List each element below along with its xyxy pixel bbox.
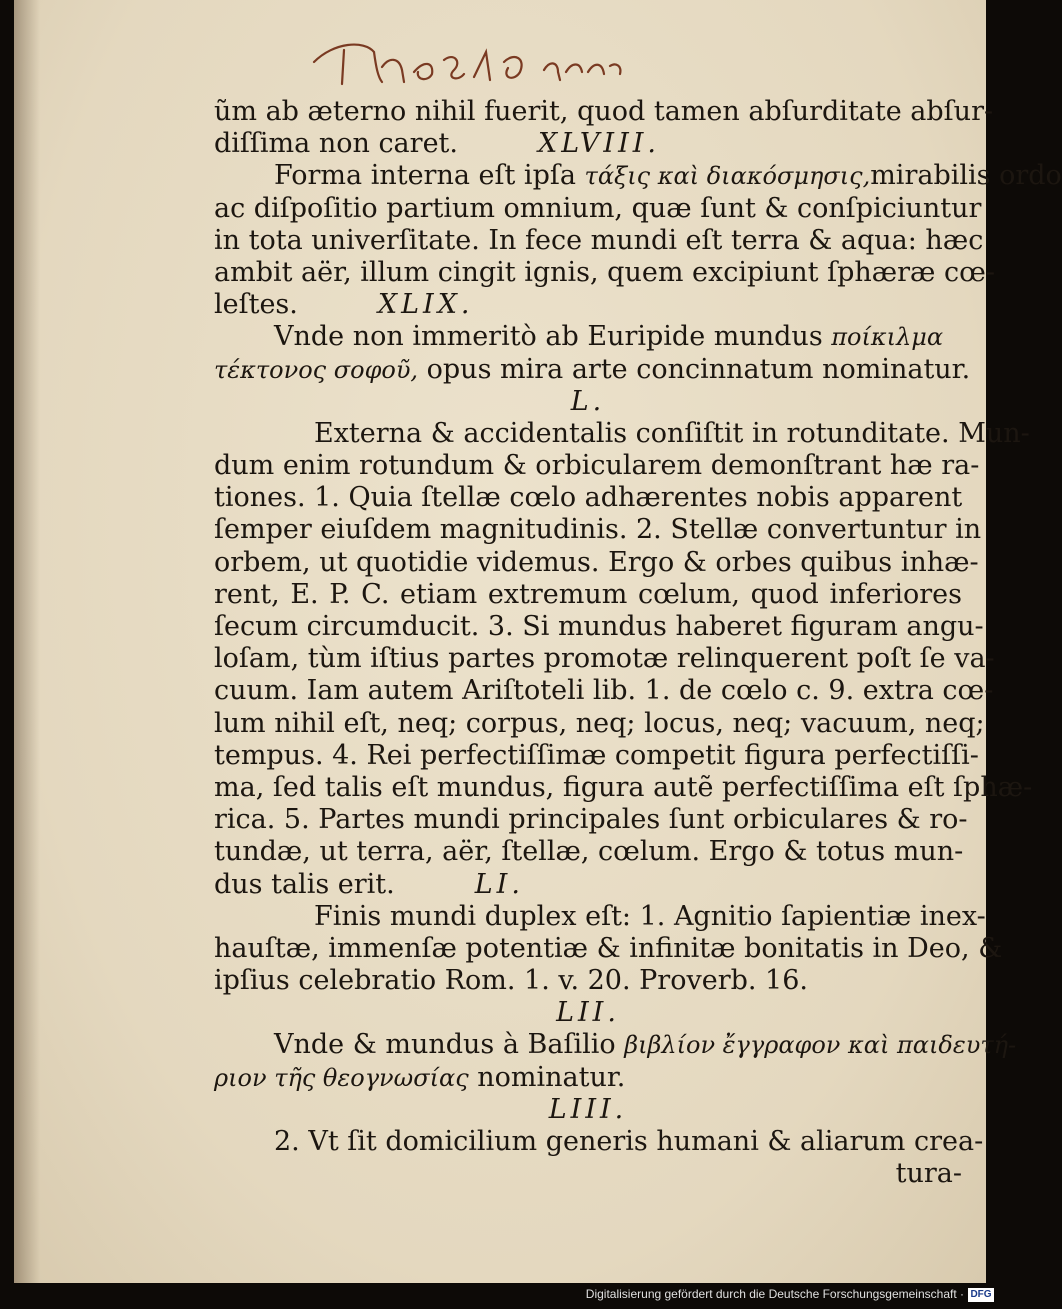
text-line — [214, 192, 982, 225]
text-line — [214, 160, 1062, 192]
line-text: Vnde non immeritò ab Euripide mundus — [274, 321, 823, 353]
line-text: tura- — [895, 1158, 962, 1190]
text-line — [214, 965, 962, 997]
funding-credit: Digitalisierung gefördert durch die Deutsche Forschungsgemeinschaft · — [585, 1287, 964, 1301]
text-line — [214, 128, 962, 160]
section-number: L. — [570, 385, 606, 417]
text-line — [214, 836, 962, 868]
section-number: LII. — [556, 997, 620, 1029]
text-line — [214, 1094, 962, 1126]
greek-phrase: τάξις καὶ διακόσμησις, — [584, 162, 871, 191]
text-line — [214, 869, 962, 901]
section-number: XLIX. — [377, 289, 474, 321]
greek-phrase: ποίκιλμα — [831, 323, 944, 352]
line-text: ma, ſed talis eſt mundus, figura autẽ perfectiſſima eſt ſphæ- — [214, 771, 1033, 803]
text-line — [214, 932, 1003, 965]
line-text-continued: mirabilis ordo — [870, 160, 1062, 192]
line-text: Finis mundi duplex eſt: 1. Agnitio ſapientiæ inex- — [314, 900, 986, 932]
line-text: Externa & accidentalis conſiſtit in rotunditate. Mun- — [314, 417, 1030, 449]
section-number: LIII. — [548, 1093, 628, 1125]
handwritten-annotation — [304, 22, 634, 92]
text-line — [214, 386, 962, 418]
text-line — [214, 353, 971, 386]
text-line — [214, 1158, 962, 1190]
line-text: hauſtæ, immenſæ potentiæ & infinitæ bonitatis in Deo, & — [214, 932, 1003, 964]
line-text: loſam, tùm iſtius partes promotæ relinquerent poſt ſe va- — [214, 643, 995, 675]
greek-phrase: βιβλίον ἔγγραφον καὶ παιδευτή- — [624, 1031, 1017, 1060]
text-line — [214, 1062, 962, 1094]
text-line — [214, 321, 962, 353]
section-number: XLVIII. — [537, 128, 661, 160]
line-text: rent, E. P. C. etiam extremum cœlum, quod inferiores — [214, 578, 962, 610]
text-line — [214, 579, 962, 611]
line-text: ũm ab æterno nihil fuerit, quod tamen abſurditate abſur- — [214, 96, 994, 127]
text-line — [214, 256, 995, 289]
line-text: tundæ, ut terra, aër, ſtellæ, cœlum. Ergo & totus mun- — [214, 836, 964, 868]
line-text: ſemper eiuſdem magnitudinis. 2. Stellæ convertuntur in — [214, 514, 982, 546]
text-line — [214, 289, 962, 321]
text-line — [214, 417, 1030, 450]
text-line — [214, 675, 994, 707]
line-text: tiones. 1. Quia ſtellæ cœlo adhærentes nobis apparent — [214, 482, 963, 514]
text-line — [214, 450, 980, 482]
line-text: in tota univerſitate. In fece mundi eſt terra & aqua: hæc — [214, 224, 984, 256]
greek-phrase: τέκτονος σοφοῦ, — [214, 355, 419, 384]
line-text: Forma interna eſt ipſa — [274, 160, 576, 192]
handwritten-note-text: Theses de mundi — [625, 91, 634, 92]
line-text: leſtes. — [214, 289, 298, 321]
body-text — [214, 96, 1062, 1190]
line-text: ac diſpoſitio partium omnium, quæ ſunt & conſpiciuntur — [214, 192, 982, 224]
line-text: lum nihil eſt, neq; corpus, neq; locus, neq; vacuum, neq; — [214, 707, 985, 739]
line-text: nominatur. — [477, 1061, 626, 1093]
line-text: orbem, ut quotidie videmus. Ergo & orbes quibus inhæ- — [214, 546, 979, 578]
line-text: cuum. Iam autem Ariſtoteli lib. 1. de cœlo c. 9. extra cœ- — [214, 675, 994, 707]
text-line — [214, 997, 962, 1029]
text-line — [214, 771, 1033, 804]
text-line — [214, 96, 994, 128]
line-text: tempus. 4. Rei perfectiſſimæ competit figura perfectiſſi- — [214, 739, 979, 771]
text-line — [214, 1126, 984, 1158]
text-line — [214, 739, 979, 772]
scanned-page — [14, 0, 1062, 1283]
text-line — [214, 546, 979, 579]
line-text: rica. 5. Partes mundi principales ſunt orbiculares & ro- — [214, 804, 968, 836]
dfg-logo: DFG — [968, 1288, 994, 1302]
line-text: ipſius celebratio Rom. 1. v. 20. Proverb. 16. — [214, 965, 808, 997]
greek-phrase: ριον τῆς θεογνωσίας — [214, 1063, 469, 1092]
line-text: ſecum circumducit. 3. Si mundus haberet figuram angu- — [214, 611, 984, 642]
line-text: opus mira arte concinnatum nominatur. — [426, 353, 971, 385]
line-text: ambit aër, illum cingit ignis, quem excipiunt ſphæræ cœ- — [214, 256, 995, 288]
footer-bar — [0, 1283, 1000, 1309]
text-line — [214, 482, 962, 514]
text-line — [214, 804, 968, 836]
text-line — [214, 514, 982, 546]
line-text: dus talis erit. — [214, 868, 395, 900]
text-line — [214, 643, 995, 675]
section-number: LI. — [474, 868, 524, 900]
text-line — [214, 900, 986, 933]
text-line — [214, 707, 985, 740]
line-text: diſſima non caret. — [214, 128, 458, 160]
line-text: dum enim rotundum & orbicularem demonſtrant hæ ra- — [214, 450, 980, 482]
text-line — [214, 224, 984, 257]
gutter-shadow — [14, 0, 40, 1283]
text-line — [214, 1029, 1017, 1061]
line-text: Vnde & mundus à Baſilio — [274, 1029, 616, 1061]
line-text: 2. Vt ſit domicilium generis humani & aliarum crea- — [274, 1126, 984, 1157]
text-line — [214, 611, 984, 643]
